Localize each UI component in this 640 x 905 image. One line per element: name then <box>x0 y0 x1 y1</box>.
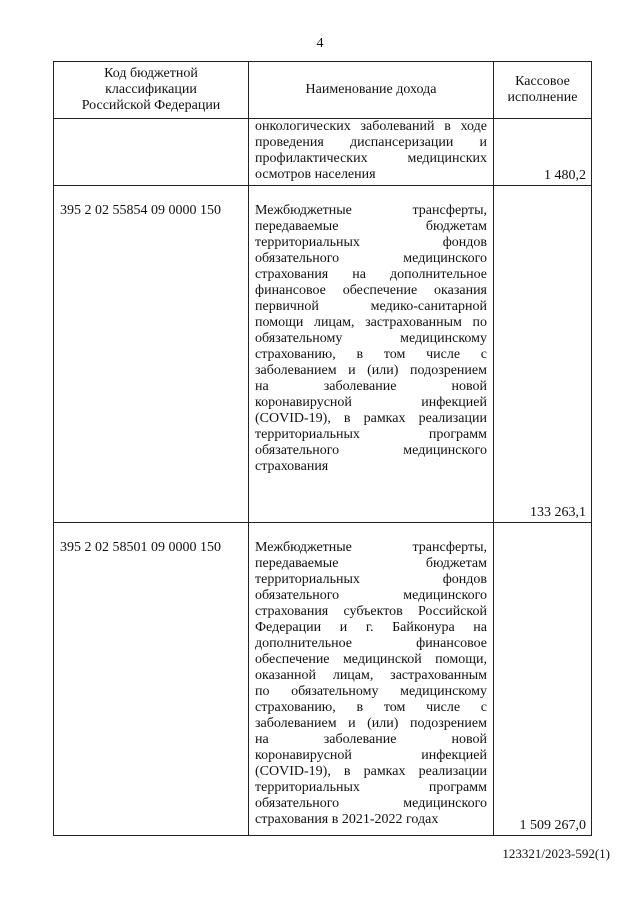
text-line: осмотров населения <box>255 167 376 182</box>
table-row <box>54 119 592 186</box>
budget-code-cell <box>54 186 249 523</box>
text-line: территориальных программ <box>255 780 487 795</box>
text-line: обеспечение медицинской помощи, <box>255 652 487 667</box>
cash-execution-amount: 1 509 267,0 <box>519 818 586 833</box>
amount-cell <box>494 523 592 836</box>
cash-execution-amount: 133 263,1 <box>530 505 586 520</box>
text-line: профилактических медицинских <box>255 151 487 166</box>
budget-code: 395 2 02 58501 09 0000 150 <box>60 540 221 555</box>
text-line: обязательного медицинского <box>255 251 487 266</box>
text-line: передаваемые бюджетам <box>255 219 487 234</box>
text-line: Межбюджетные трансферты, <box>255 203 487 218</box>
text-line: Код бюджетной <box>104 66 198 81</box>
text-line: (COVID-19), в рамках реализации <box>255 411 487 426</box>
budget-code-cell <box>54 523 249 836</box>
text-line: территориальных фондов <box>255 235 487 250</box>
text-line: обязательного медицинского <box>255 443 487 458</box>
income-name-cell <box>249 186 494 523</box>
header-income-name <box>249 62 494 119</box>
page-number: 4 <box>316 36 324 51</box>
text-line: обязательного медицинского <box>255 796 487 811</box>
table-row <box>54 186 592 523</box>
text-line: на заболевание новой <box>255 732 487 747</box>
text-line: страхования субъектов Российской <box>255 604 487 619</box>
text-line: Федерации и г. Байконура на <box>255 620 487 635</box>
income-name-cell <box>249 119 494 186</box>
text-line: коронавирусной инфекцией <box>255 395 487 410</box>
income-name <box>249 186 493 475</box>
text-line: дополнительное финансовое <box>255 636 487 651</box>
text-line: страхованию, в том числе с <box>255 700 487 715</box>
text-line: страхования на дополнительное <box>255 267 487 282</box>
table-row <box>54 523 592 836</box>
text-line: заболеванием и (или) подозрением <box>255 363 487 378</box>
text-line: помощи лицам, застрахованным по <box>255 315 487 330</box>
text-line: классификации <box>105 82 197 97</box>
text-line: страхования в 2021-2022 годах <box>255 812 439 827</box>
text-line: Российской Федерации <box>81 98 221 113</box>
budget-code <box>54 119 248 136</box>
amount-cell <box>494 119 592 186</box>
budget-income-table <box>53 61 592 836</box>
budget-code-cell <box>54 119 249 186</box>
text-line: передаваемые бюджетам <box>255 556 487 571</box>
text-line: территориальных фондов <box>255 572 487 587</box>
text-line: страхованию, в том числе с <box>255 347 487 362</box>
header-cash-execution <box>494 62 592 119</box>
text-line: оказанной лицам, застрахованным <box>255 668 487 683</box>
income-name <box>249 119 493 183</box>
text-line: онкологических заболеваний в ходе <box>255 119 487 134</box>
text-line: проведения диспансеризации и <box>255 135 487 150</box>
text-line: территориальных программ <box>255 427 487 442</box>
text-line: заболеванием и (или) подозрением <box>255 716 487 731</box>
text-line: по обязательному медицинскому <box>255 684 487 699</box>
text-line: обязательному медицинскому <box>255 331 487 346</box>
text-line: Кассовое <box>515 74 570 89</box>
text-line: первичной медико-санитарной <box>255 299 487 314</box>
text-line: коронавирусной инфекцией <box>255 748 487 763</box>
text-line: Наименование дохода <box>305 82 437 97</box>
text-line: финансовое обеспечение оказания <box>255 283 487 298</box>
text-line: на заболевание новой <box>255 379 487 394</box>
text-line: исполнение <box>507 90 578 105</box>
text-line: обязательного медицинского <box>255 588 487 603</box>
amount-cell <box>494 186 592 523</box>
text-line: страхования <box>255 459 329 474</box>
text-line: Межбюджетные трансферты, <box>255 540 487 555</box>
income-name-cell <box>249 523 494 836</box>
text-line: (COVID-19), в рамках реализации <box>255 764 487 779</box>
cash-execution-amount: 1 480,2 <box>544 168 586 183</box>
document-registration-number: 123321/2023-592(1) <box>502 846 610 861</box>
table-header-row <box>54 62 592 119</box>
income-name <box>249 523 493 828</box>
header-budget-code <box>54 62 249 119</box>
budget-code: 395 2 02 55854 09 0000 150 <box>60 203 221 218</box>
